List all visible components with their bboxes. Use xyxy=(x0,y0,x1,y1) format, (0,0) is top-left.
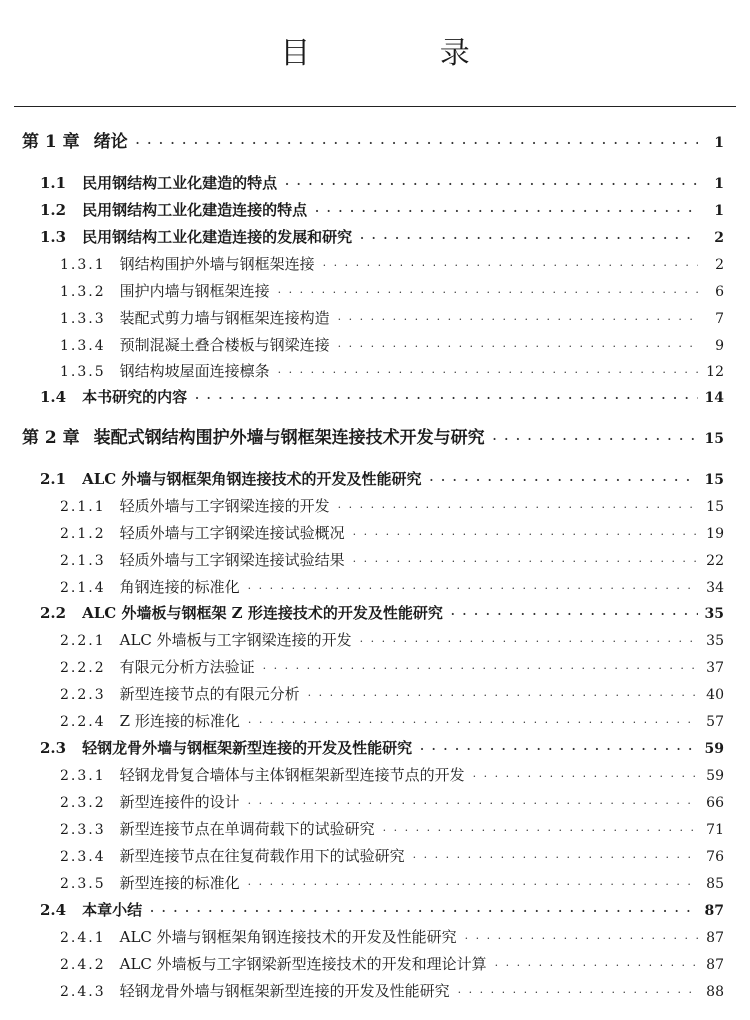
dot-leader xyxy=(420,736,698,764)
toc-text: ALC 外墙与钢框架角钢连接技术的开发及性能研究 xyxy=(82,470,422,488)
toc-section[interactable] xyxy=(40,196,724,224)
toc-text: 民用钢结构工业化建造连接的发展和研究 xyxy=(82,228,353,246)
toc-text: Z 形连接的标准化 xyxy=(119,712,240,730)
toc-page-number: 19 xyxy=(706,526,724,542)
toc-text: 装配式钢结构围护外墙与钢框架连接技术开发与研究 xyxy=(93,428,485,448)
toc-number: 2.3.1 xyxy=(60,768,106,784)
dot-leader xyxy=(465,925,698,953)
toc-number: 1.4 xyxy=(40,388,67,406)
toc-text: 有限元分析方法验证 xyxy=(119,658,255,676)
toc-number: 2.3.3 xyxy=(60,822,106,838)
toc-number: 2.3 xyxy=(40,739,67,757)
toc-subsection[interactable] xyxy=(60,923,724,951)
dot-leader xyxy=(263,655,698,683)
toc-page-number: 1 xyxy=(714,135,724,151)
dot-leader xyxy=(353,521,698,549)
toc-page-number: 6 xyxy=(715,284,724,300)
toc-text: 民用钢结构工业化建造的特点 xyxy=(82,174,278,192)
toc-page-number: 59 xyxy=(706,768,724,784)
toc-text: 装配式剪力墙与钢框架连接构造 xyxy=(119,309,330,327)
toc-text: 新型连接的标准化 xyxy=(119,874,240,892)
title-divider xyxy=(14,106,736,107)
toc-number: 2.1.3 xyxy=(60,553,106,569)
toc-section[interactable] xyxy=(40,599,724,627)
toc-number: 1.3 xyxy=(40,228,67,246)
dot-leader xyxy=(315,198,698,226)
toc-number: 2.4.2 xyxy=(60,957,106,973)
toc-subsection[interactable] xyxy=(60,304,724,332)
page-title: 目 录 xyxy=(280,36,530,71)
toc-text: ALC 外墙板与钢框架 Z 形连接技术的开发及性能研究 xyxy=(82,604,443,622)
toc-section[interactable] xyxy=(40,896,724,924)
toc-page-number: 15 xyxy=(706,499,724,515)
dot-leader xyxy=(495,952,698,980)
toc-page-number: 1 xyxy=(714,203,724,219)
toc-subsection[interactable] xyxy=(60,707,724,735)
dot-leader xyxy=(458,979,698,1007)
toc-page-number: 22 xyxy=(706,553,724,569)
dot-leader xyxy=(248,871,698,899)
toc-number: 2.1.4 xyxy=(60,580,106,596)
dot-leader xyxy=(473,763,698,791)
toc-text: 预制混凝土叠合楼板与钢梁连接 xyxy=(119,336,330,354)
toc-page-number: 40 xyxy=(706,687,724,703)
dot-leader xyxy=(195,385,698,413)
toc-subsection[interactable] xyxy=(60,761,724,789)
toc-number: 2.3.4 xyxy=(60,849,106,865)
toc-page-number: 59 xyxy=(704,741,724,757)
toc-number: 1.2 xyxy=(40,201,67,219)
dot-leader xyxy=(493,426,698,454)
toc-page-number: 35 xyxy=(704,606,724,622)
toc-number: 2.4.1 xyxy=(60,930,106,946)
toc-text: 围护内墙与钢框架连接 xyxy=(119,282,270,300)
toc-number: 2.1 xyxy=(40,470,67,488)
toc-page-number: 15 xyxy=(704,472,724,488)
toc-subsection[interactable] xyxy=(60,815,724,843)
toc-text: 绪论 xyxy=(93,132,128,152)
toc-text: 新型连接节点的有限元分析 xyxy=(119,685,300,703)
toc-number: 2.2 xyxy=(40,604,67,622)
toc-text: 轻钢龙骨外墙与钢框架新型连接的开发及性能研究 xyxy=(82,739,413,757)
toc-page-number: 85 xyxy=(706,876,724,892)
toc-text: 钢结构围护外墙与钢框架连接 xyxy=(119,255,315,273)
dot-leader xyxy=(360,628,698,656)
toc-chapter[interactable] xyxy=(22,128,724,156)
toc-page-number: 7 xyxy=(715,311,724,327)
toc-number: 2.2.2 xyxy=(60,660,106,676)
dot-leader xyxy=(278,279,698,307)
toc-number: 2.2.1 xyxy=(60,633,106,649)
toc-number: 1.3.2 xyxy=(60,284,106,300)
toc-subsection[interactable] xyxy=(60,277,724,305)
toc-subsection[interactable] xyxy=(60,977,724,1005)
dot-leader xyxy=(308,682,698,710)
toc-number: 1.1 xyxy=(40,174,67,192)
toc-subsection[interactable] xyxy=(60,519,724,547)
dot-leader xyxy=(429,467,698,495)
toc-subsection[interactable] xyxy=(60,869,724,897)
toc-subsection[interactable] xyxy=(60,680,724,708)
dot-leader xyxy=(360,225,698,253)
toc-page-number: 57 xyxy=(706,714,724,730)
dot-leader xyxy=(150,898,698,926)
toc-number: 1.3.1 xyxy=(60,257,106,273)
toc-text: 新型连接节点在往复荷载作用下的试验研究 xyxy=(119,847,405,865)
toc-number: 2.4 xyxy=(40,901,67,919)
toc-page-number: 2 xyxy=(714,230,724,246)
dot-leader xyxy=(353,548,698,576)
toc-page-number: 66 xyxy=(706,795,724,811)
toc-page-number: 87 xyxy=(704,903,724,919)
toc-subsection[interactable] xyxy=(60,626,724,654)
toc-page-number: 2 xyxy=(715,257,724,273)
toc-number: 1.3.4 xyxy=(60,338,106,354)
toc-chapter[interactable] xyxy=(22,424,724,452)
toc-number: 第 1 章 xyxy=(22,132,80,152)
toc-subsection[interactable] xyxy=(60,950,724,978)
toc-text: 新型连接件的设计 xyxy=(119,793,240,811)
toc-page-number: 15 xyxy=(704,431,724,447)
dot-leader xyxy=(323,252,698,280)
toc-text: 轻质外墙与工字钢梁连接的开发 xyxy=(119,497,330,515)
dot-leader xyxy=(451,601,698,629)
toc-section[interactable] xyxy=(40,465,724,493)
toc-number: 1.3.3 xyxy=(60,311,106,327)
toc-text: ALC 外墙与钢框架角钢连接技术的开发及性能研究 xyxy=(119,928,457,946)
toc-section[interactable] xyxy=(40,169,724,197)
toc-text: 角钢连接的标准化 xyxy=(119,578,240,596)
toc-number: 2.3.2 xyxy=(60,795,106,811)
toc-section[interactable] xyxy=(40,383,724,411)
toc-page-number: 71 xyxy=(706,822,724,838)
toc-page-number: 12 xyxy=(706,364,724,380)
toc-text: 钢结构坡屋面连接檩条 xyxy=(119,362,270,380)
toc-subsection[interactable] xyxy=(60,250,724,278)
dot-leader xyxy=(285,171,698,199)
toc-subsection[interactable] xyxy=(60,492,724,520)
toc-number: 2.1.1 xyxy=(60,499,106,515)
toc-page-number: 1 xyxy=(714,176,724,192)
toc-page-number: 87 xyxy=(706,957,724,973)
toc-text: 本章小结 xyxy=(82,901,143,919)
toc-page-number: 37 xyxy=(706,660,724,676)
toc-subsection[interactable] xyxy=(60,357,724,385)
toc-number: 2.3.5 xyxy=(60,876,106,892)
toc-subsection[interactable] xyxy=(60,842,724,870)
toc-subsection[interactable] xyxy=(60,331,724,359)
dot-leader xyxy=(338,306,698,334)
toc-text: ALC 外墙板与工字钢梁新型连接技术的开发和理论计算 xyxy=(119,955,487,973)
dot-leader xyxy=(248,790,698,818)
toc-text: 轻质外墙与工字钢梁连接试验结果 xyxy=(119,551,345,569)
toc-number: 2.4.3 xyxy=(60,984,106,1000)
dot-leader xyxy=(248,709,698,737)
toc-number: 第 2 章 xyxy=(22,428,80,448)
toc-text: 轻质外墙与工字钢梁连接试验概况 xyxy=(119,524,345,542)
toc-text: 本书研究的内容 xyxy=(82,388,188,406)
toc-section[interactable] xyxy=(40,734,724,762)
toc-number: 2.2.3 xyxy=(60,687,106,703)
toc-number: 1.3.5 xyxy=(60,364,106,380)
dot-leader xyxy=(383,817,698,845)
dot-leader xyxy=(136,130,698,158)
toc-section[interactable] xyxy=(40,223,724,251)
toc-subsection[interactable] xyxy=(60,653,724,681)
toc-page-number: 35 xyxy=(706,633,724,649)
toc-page-number: 34 xyxy=(706,580,724,596)
toc-number: 2.1.2 xyxy=(60,526,106,542)
toc-page-number: 14 xyxy=(704,390,724,406)
toc-subsection[interactable] xyxy=(60,546,724,574)
toc-text: 新型连接节点在单调荷载下的试验研究 xyxy=(119,820,375,838)
toc-number: 2.2.4 xyxy=(60,714,106,730)
toc-page-number: 88 xyxy=(706,984,724,1000)
toc-text: ALC 外墙板与工字钢梁连接的开发 xyxy=(119,631,352,649)
dot-leader xyxy=(338,494,698,522)
dot-leader xyxy=(413,844,698,872)
toc-text: 轻钢龙骨外墙与钢框架新型连接的开发及性能研究 xyxy=(119,982,450,1000)
toc-page-number: 9 xyxy=(715,338,724,354)
toc-text: 民用钢结构工业化建造连接的特点 xyxy=(82,201,308,219)
toc-subsection[interactable] xyxy=(60,573,724,601)
toc-page-number: 87 xyxy=(706,930,724,946)
toc-page-number: 76 xyxy=(706,849,724,865)
toc-text: 轻钢龙骨复合墙体与主体钢框架新型连接节点的开发 xyxy=(119,766,465,784)
toc-subsection[interactable] xyxy=(60,788,724,816)
